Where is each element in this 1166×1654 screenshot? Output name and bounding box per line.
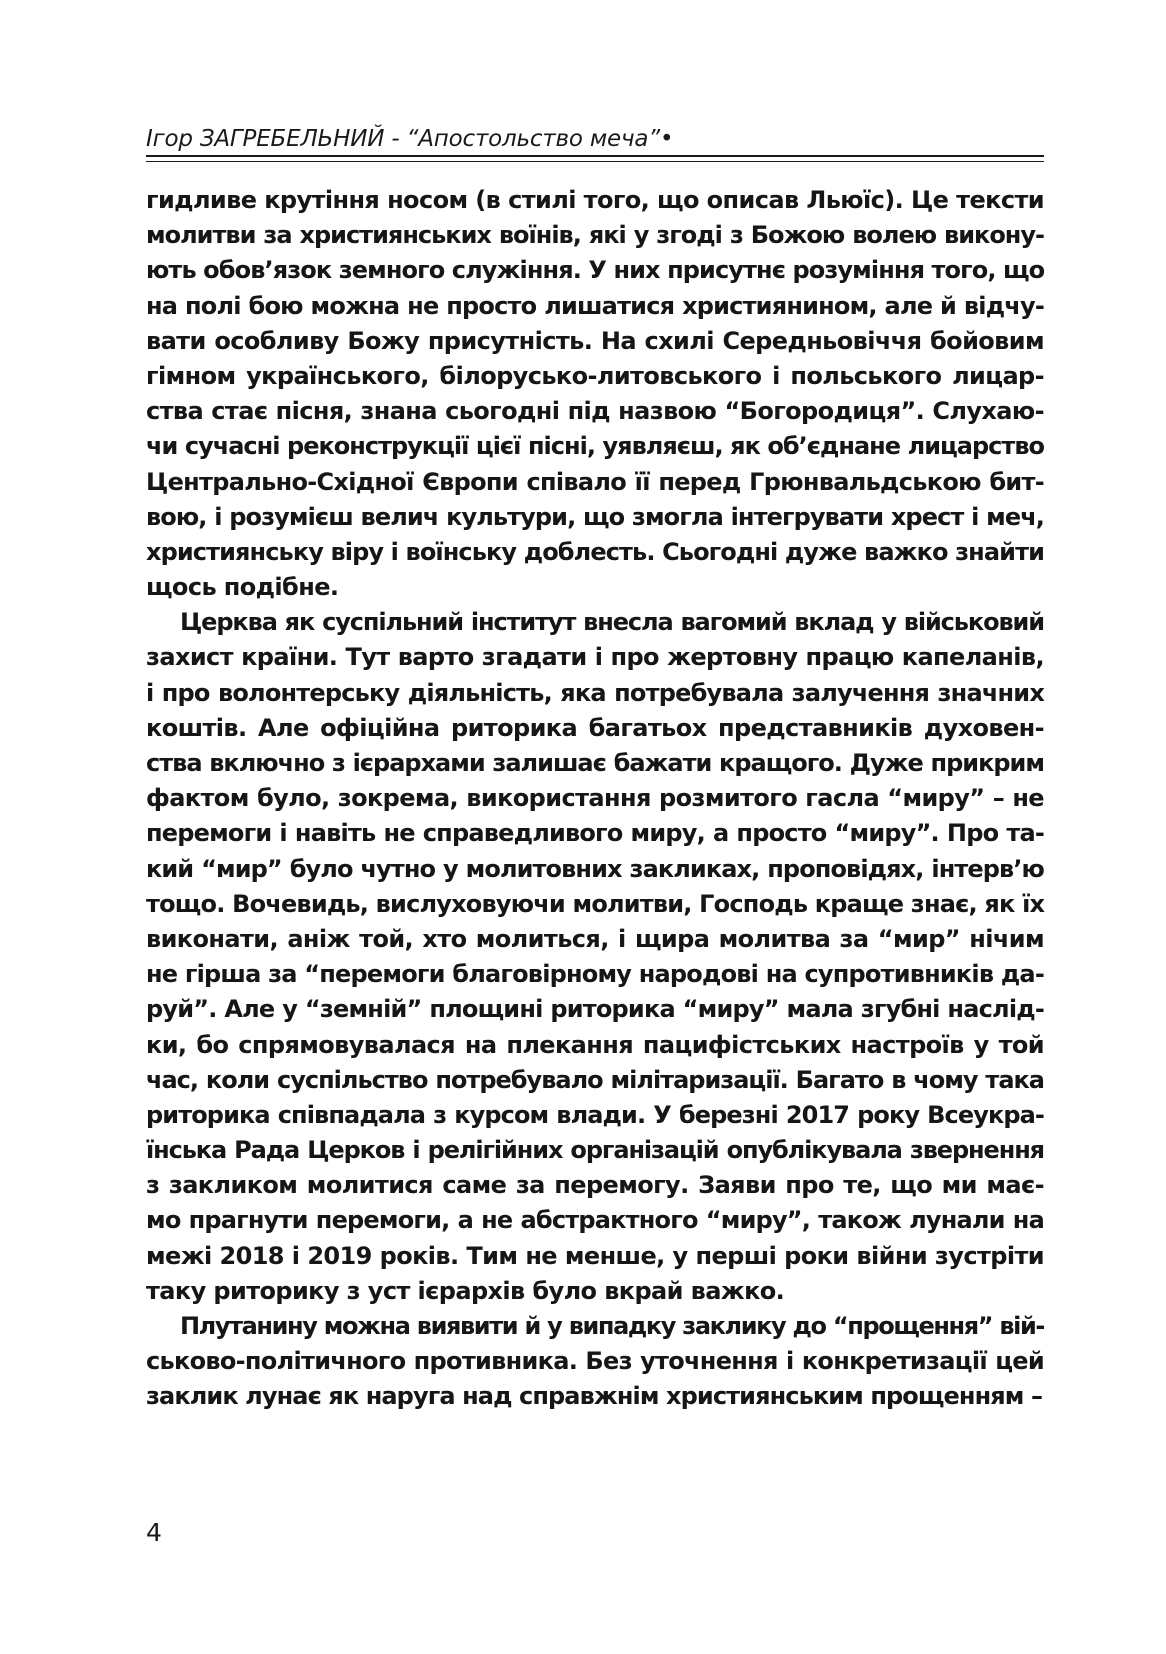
text-line: руй”. Але у “земній” площині риторика “миру” мала згубні наслід- — [146, 995, 1044, 1024]
text-line: захист країни. Тут варто згадати і про жертовну працю капеланів, — [146, 643, 1044, 672]
text-line: вою, і розумієш велич культури, що змогла інтегрувати хрест і меч, — [146, 502, 1044, 531]
text-line: заклик лунає як наруга над справжнім християнським прощенням – — [146, 1382, 1043, 1411]
text-line: Церква як суспільний інститут внесла вагомий вклад у військовий — [180, 608, 1044, 637]
page-number: 4 — [146, 1518, 162, 1547]
text-line: чи сучасні реконструкції цієї пісні, уявляєш, як об’єднане лицарство — [146, 432, 1044, 461]
text-line: тощо. Вочевидь, вислуховуючи молитви, Господь краще знає, як їх — [146, 889, 1045, 918]
running-header-title: Ігор ЗАГРЕБЕЛЬНИЙ - “Апостольство меча”• — [146, 126, 674, 152]
text-line: мо прагнути перемоги, а не абстрактного “миру”, також лунали на — [146, 1206, 1044, 1235]
text-line: риторика співпадала з курсом влади. У березні 2017 року Всеукра- — [146, 1100, 1044, 1129]
text-line: щось подібне. — [146, 573, 339, 602]
text-line: ства стає пісня, знана сьогодні під назвою “Богородиця”. Слухаю- — [146, 397, 1044, 426]
text-line: гидливе крутіння носом (в стилі того, що описав Льюїс). Це тексти — [146, 186, 1044, 214]
text-line: час, коли суспільство потребувало мілітаризації. Багато в чому така — [146, 1065, 1044, 1094]
text-line: на полі бою можна не просто лишатися християнином, але й відчу- — [146, 291, 1044, 320]
text-line: Центрально-Східної Європи співало її перед Грюнвальдською бит- — [146, 467, 1044, 496]
paragraph — [146, 1309, 1044, 1415]
text-line: коштів. Але офіційна риторика багатьох представників духовен- — [146, 713, 1044, 742]
text-line: ки, бо спрямовувалася на плекання пацифістських настроїв у той — [146, 1030, 1044, 1059]
text-line: межі 2018 і 2019 років. Тим не менше, у перші роки війни зустріти — [146, 1241, 1044, 1270]
running-header — [146, 120, 1044, 162]
text-line: гімном українського, білорусько-литовського і польського лицар- — [146, 361, 1044, 390]
text-line: християнську віру і воїнську доблесть. Сьогодні дуже важко знайти — [146, 537, 1044, 566]
body-text — [146, 183, 1044, 1415]
text-line: таку риторику з уст ієрархів було вкрай важко. — [146, 1276, 785, 1305]
header-rule-thin — [146, 161, 1044, 162]
text-line: виконати, аніж той, хто молиться, і щира молитва за “мир” нічим — [146, 924, 1044, 953]
text-line: вати особливу Божу присутність. На схилі Середньовіччя бойовим — [146, 326, 1044, 355]
text-line: їнська Рада Церков і релігійних організацій опублікувала звернення — [146, 1136, 1044, 1165]
text-line: з закликом молитися саме за перемогу. Заяви про те, що ми має- — [146, 1171, 1044, 1200]
paragraph — [146, 183, 1044, 605]
text-line: не гірша за “перемоги благовірному народові на супротивників да- — [146, 960, 1044, 989]
paragraph — [146, 605, 1044, 1309]
text-line: ства включно з ієрархами залишає бажати кращого. Дуже прикрим — [146, 749, 1044, 777]
text-line: кий “мир” було чутно у молитовних закликах, проповідях, інтерв’ю — [146, 854, 1044, 883]
text-line: молитви за християнських воїнів, які у згоді з Божою волею викону- — [146, 221, 1044, 250]
text-line: фактом було, зокрема, використання розмитого гасла “миру” – не — [146, 784, 1044, 813]
text-line: ськово-політичного противника. Без уточнення і конкретизації цей — [146, 1347, 1044, 1376]
text-line: ють обов’язок земного служіння. У них присутнє розуміння того, що — [146, 256, 1045, 285]
text-line: і про волонтерську діяльність, яка потребувала залучення значних — [146, 678, 1044, 707]
text-line: перемоги і навіть не справедливого миру, а просто “миру”. Про та- — [146, 819, 1044, 848]
header-rule-thick — [146, 155, 1044, 157]
text-line: Плутанину можна виявити й у випадку заклику до “прощення” вій- — [180, 1312, 1044, 1340]
